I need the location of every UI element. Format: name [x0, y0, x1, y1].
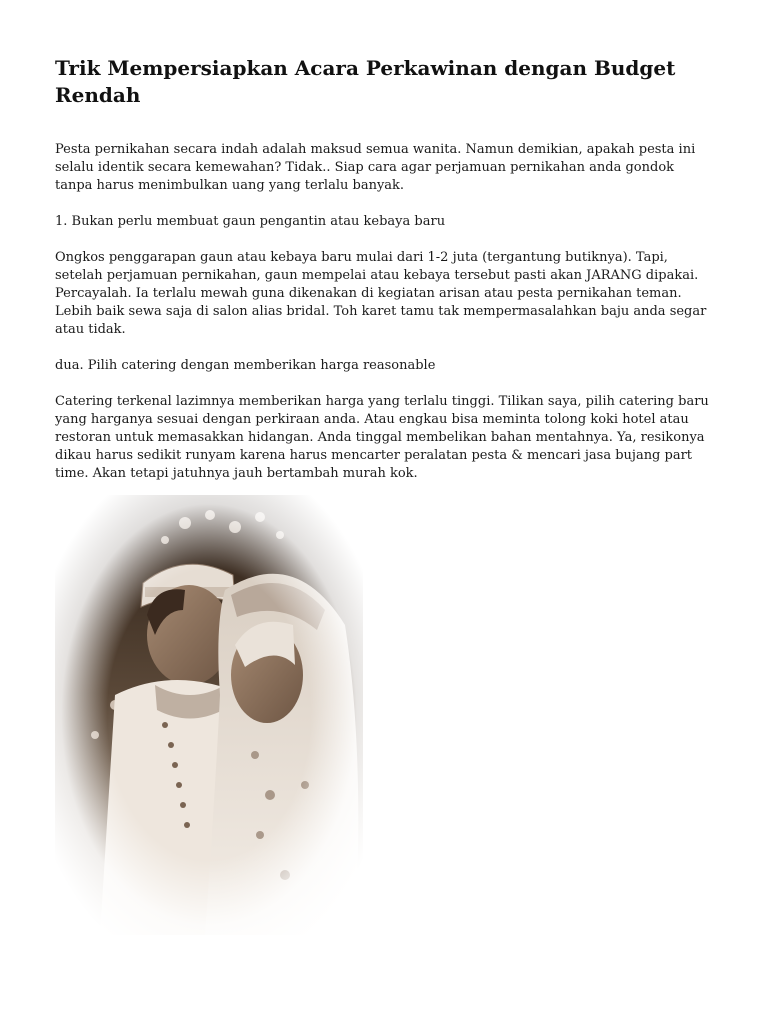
article	[55, 55, 715, 501]
section-paragraph-2: Catering terkenal lazimnya memberikan harga yang terlalu tinggi. Tilikan saya, pilih catering baru yang harganya sesuai dengan perkiraan anda. Atau engkau bisa meminta tolong koki hotel atau restoran untuk memasakkan hidangan. Anda tinggal membelikan bahan mentahnya. Ya, resikonya dikau harus sedikit runyam karena harus mencarter peralatan pesta & mencari jasa bujang part time. Akan tetapi jatuhnya jauh bertambah murah kok.	[55, 394, 709, 481]
section-heading-2: dua. Pilih catering dengan memberikan harga reasonable	[55, 358, 436, 373]
article-body	[55, 141, 715, 483]
section-heading-1: 1. Bukan perlu membuat gaun pengantin atau kebaya baru	[55, 214, 446, 229]
intro-paragraph: Pesta pernikahan secara indah adalah maksud semua wanita. Namun demikian, apakah pesta ini selalu identik secara kemewahan? Tidak.. Siap cara agar perjamuan pernikahan anda gondok tanpa harus menimbulkan uang yang terlalu banyak.	[55, 142, 696, 193]
section-paragraph-1: Ongkos penggarapan gaun atau kebaya baru mulai dari 1-2 juta (tergantung butiknya). Tapi, setelah perjamuan pernikahan, gaun mempelai atau kebaya tersebut pasti akan JARANG dipakai. Percayalah. Ia terlalu mewah guna dikenakan di kegiatan arisan atau pesta pernikahan teman. Lebih baik sewa saja di salon alias bridal. Toh karet tamu tak mempermasalahkan baju anda segar atau tidak.	[55, 250, 707, 337]
wedding-photo	[55, 495, 363, 935]
article-title: Trik Mempersiapkan Acara Perkawinan dengan Budget Rendah	[55, 56, 676, 107]
